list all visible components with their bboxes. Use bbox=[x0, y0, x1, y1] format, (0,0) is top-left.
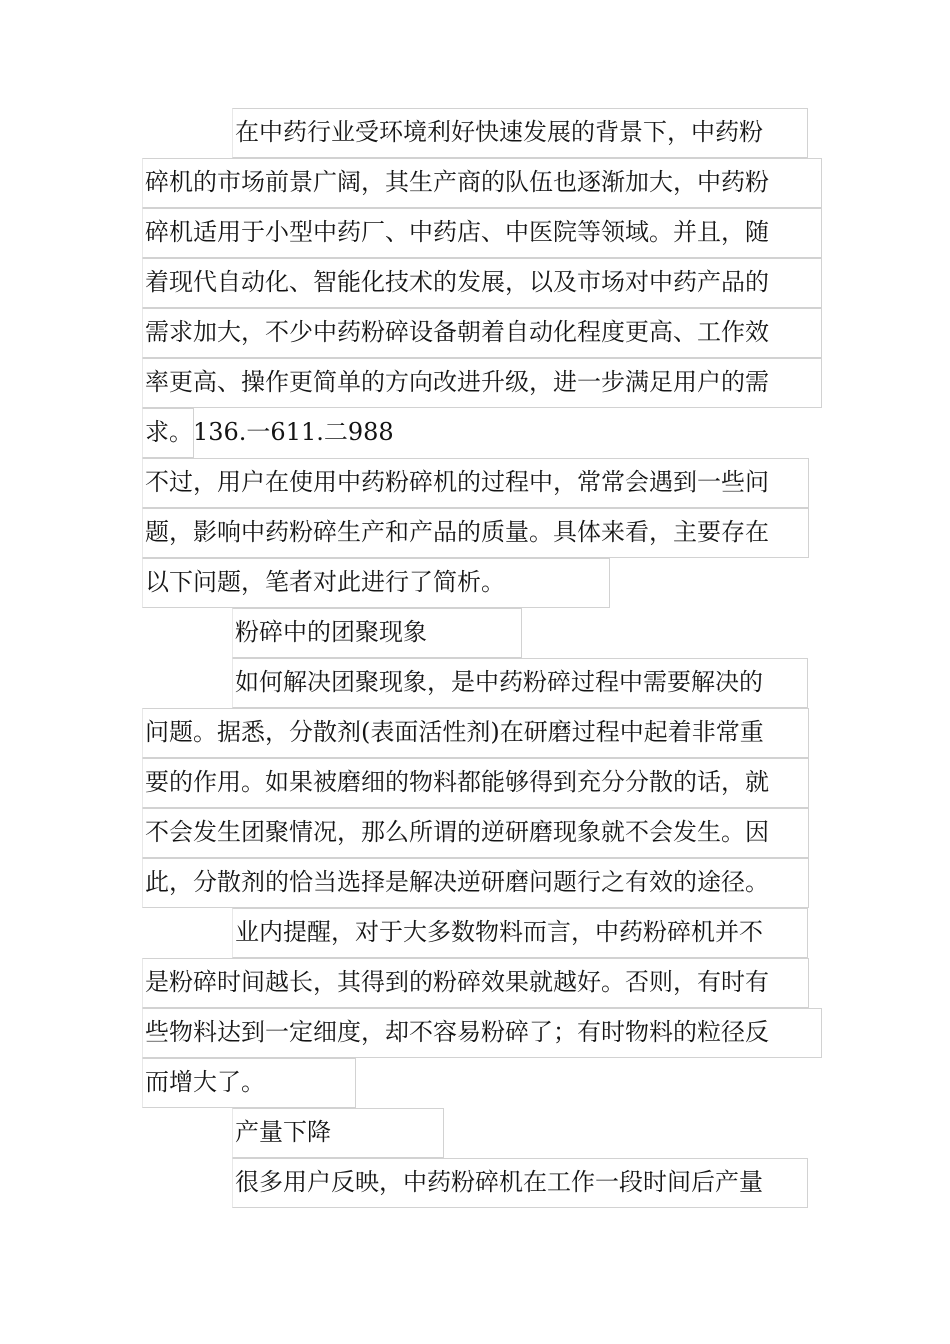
paragraph-1-line-6: 率更高、操作更简单的方向改进升级，进一步满足用户的需 bbox=[142, 358, 822, 408]
paragraph-3-line-5: 此，分散剂的恰当选择是解决逆研磨问题行之有效的途径。 bbox=[142, 858, 809, 908]
paragraph-4-line-3: 些物料达到一定细度，却不容易粉碎了；有时物料的粒径反 bbox=[142, 1008, 822, 1058]
paragraph-2-line-3: 以下问题，笔者对此进行了简析。 bbox=[142, 558, 610, 608]
paragraph-1-line-3: 碎机适用于小型中药厂、中药店、中医院等领域。并且，随 bbox=[142, 208, 822, 258]
paragraph-3-line-2: 问题。据悉，分散剂(表面活性剂)在研磨过程中起着非常重 bbox=[142, 708, 809, 758]
paragraph-3-line-4: 不会发生团聚情况，那么所谓的逆研磨现象就不会发生。因 bbox=[142, 808, 809, 858]
paragraph-1-line-4: 着现代自动化、智能化技术的发展，以及市场对中药产品的 bbox=[142, 258, 822, 308]
paragraph-4-line-1: 业内提醒，对于大多数物料而言，中药粉碎机并不 bbox=[232, 908, 808, 958]
paragraph-1-line-2: 碎机的市场前景广阔，其生产商的队伍也逐渐加大，中药粉 bbox=[142, 158, 822, 208]
paragraph-4-line-2: 是粉碎时间越长，其得到的粉碎效果就越好。否则，有时有 bbox=[142, 958, 809, 1008]
section-heading-output-decline: 产量下降 bbox=[232, 1108, 444, 1158]
paragraph-2-line-2: 题，影响中药粉碎生产和产品的质量。具体来看，主要存在 bbox=[142, 508, 809, 558]
paragraph-3-line-1: 如何解决团聚现象，是中药粉碎过程中需要解决的 bbox=[232, 658, 808, 708]
paragraph-3-line-3: 要的作用。如果被磨细的物料都能够得到充分分散的话，就 bbox=[142, 758, 809, 808]
paragraph-1-line-5: 需求加大，不少中药粉碎设备朝着自动化程度更高、工作效 bbox=[142, 308, 822, 358]
section-heading-agglomeration: 粉碎中的团聚现象 bbox=[232, 608, 522, 658]
paragraph-1-line-7: 求。136.一611.二988 bbox=[142, 408, 194, 458]
paragraph-5-line-1: 很多用户反映，中药粉碎机在工作一段时间后产量 bbox=[232, 1158, 808, 1208]
paragraph-2-line-1: 不过，用户在使用中药粉碎机的过程中，常常会遇到一些问 bbox=[142, 458, 809, 508]
paragraph-1-line-1: 在中药行业受环境利好快速发展的背景下，中药粉 bbox=[232, 108, 808, 158]
paragraph-4-line-4: 而增大了。 bbox=[142, 1058, 356, 1108]
